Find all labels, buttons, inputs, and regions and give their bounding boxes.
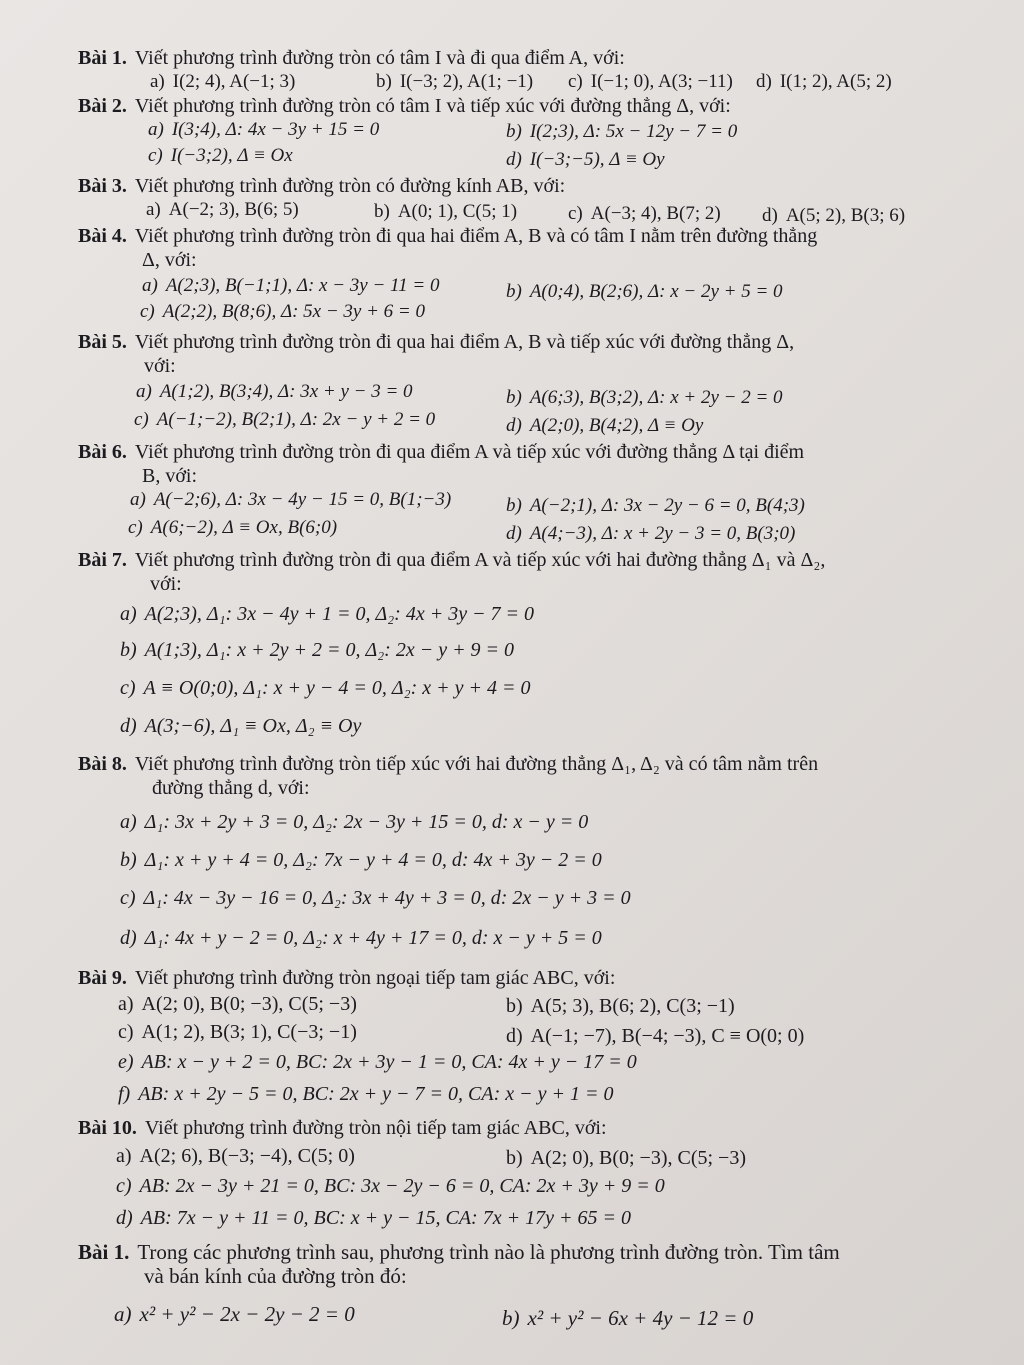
problem-statement: Viết phương trình đường tròn nội tiếp tam giác ABC, với: bbox=[144, 1117, 607, 1139]
item: c) I(−1; 0), A(3; −11) bbox=[568, 71, 733, 92]
item: b) A(5; 3), B(6; 2), C(3; −1) bbox=[506, 995, 735, 1017]
item: b) A(−2;1), Δ: 3x − 2y − 6 = 0, B(4;3) bbox=[506, 495, 805, 516]
item: d) A(2;0), B(4;2), Δ ≡ Oy bbox=[506, 415, 704, 436]
problem-number: Bài 4. bbox=[78, 225, 127, 247]
item: a) A(−2;6), Δ: 3x − 4y − 15 = 0, B(1;−3) bbox=[130, 489, 452, 510]
problem-6 bbox=[78, 440, 968, 488]
problem-number: Bài 2. bbox=[78, 95, 127, 117]
item: c) I(−3;2), Δ ≡ Ox bbox=[148, 145, 293, 166]
problem-statement-cont: và bán kính của đường tròn đó: bbox=[144, 1264, 407, 1288]
item: a) I(2; 4), A(−1; 3) bbox=[150, 71, 296, 92]
problem-number: Bài 1. bbox=[78, 1240, 130, 1264]
item: d) Δ₁: 4x + y − 2 = 0, Δ₂: x + 4y + 17 = 0, d: x − y + 5 = 0 bbox=[120, 927, 602, 949]
item: c) A(−3; 4), B(7; 2) bbox=[568, 203, 721, 224]
problem-number: Bài 10. bbox=[78, 1117, 137, 1139]
problem-statement: Viết phương trình đường tròn ngoại tiếp tam giác ABC, với: bbox=[134, 967, 616, 989]
item: b) A(0;4), B(2;6), Δ: x − 2y + 5 = 0 bbox=[506, 281, 783, 302]
problem-number: Bài 9. bbox=[78, 967, 127, 989]
item: a) A(1;2), B(3;4), Δ: 3x + y − 3 = 0 bbox=[136, 381, 413, 402]
item: c) Δ₁: 4x − 3y − 16 = 0, Δ₂: 3x + 4y + 3 = 0, d: 2x − y + 3 = 0 bbox=[120, 887, 631, 909]
item: a) A(2; 6), B(−3; −4), C(5; 0) bbox=[116, 1145, 355, 1167]
item: a) I(3;4), Δ: 4x − 3y + 15 = 0 bbox=[148, 119, 380, 140]
item: c) A(−1;−2), B(2;1), Δ: 2x − y + 2 = 0 bbox=[134, 409, 436, 430]
problem-number: Bài 7. bbox=[78, 549, 127, 571]
problem-statement-cont: với: bbox=[150, 573, 182, 595]
problem-statement: Viết phương trình đường tròn có tâm I và đi qua điểm A, với: bbox=[134, 47, 625, 69]
item: b) Δ₁: x + y + 4 = 0, Δ₂: 7x − y + 4 = 0, d: 4x + 3y − 2 = 0 bbox=[120, 849, 602, 871]
item: a) Δ₁: 3x + 2y + 3 = 0, Δ₂: 2x − 3y + 15 = 0, d: x − y = 0 bbox=[120, 811, 589, 833]
problem-number: Bài 5. bbox=[78, 331, 127, 353]
item: a) A(2;3), Δ₁: 3x − 4y + 1 = 0, Δ₂: 4x + 3y − 7 = 0 bbox=[120, 603, 535, 625]
problem-1b bbox=[78, 1240, 968, 1288]
item: a) x² + y² − 2x − 2y − 2 = 0 bbox=[114, 1302, 355, 1326]
item: c) A(2;2), B(8;6), Δ: 5x − 3y + 6 = 0 bbox=[140, 301, 425, 322]
problem-number: Bài 3. bbox=[78, 175, 127, 197]
problem-statement: Viết phương trình đường tròn đi qua điểm A và tiếp xúc với hai đường thẳng Δ₁ và Δ₂, bbox=[134, 549, 826, 571]
item: d) AB: 7x − y + 11 = 0, BC: x + y − 15, CA: 7x + 17y + 65 = 0 bbox=[116, 1207, 631, 1229]
item: b) A(6;3), B(3;2), Δ: x + 2y − 2 = 0 bbox=[506, 387, 783, 408]
item: d) A(3;−6), Δ₁ ≡ Ox, Δ₂ ≡ Oy bbox=[120, 715, 362, 737]
problem-statement: Viết phương trình đường tròn có tâm I và tiếp xúc với đường thẳng Δ, với: bbox=[134, 95, 731, 117]
item: d) I(−3;−5), Δ ≡ Oy bbox=[506, 149, 665, 170]
problem-statement-cont: B, với: bbox=[142, 465, 198, 487]
problem-number: Bài 8. bbox=[78, 753, 127, 775]
problem-statement-cont: Δ, với: bbox=[142, 249, 197, 271]
item: b) A(1;3), Δ₁: x + 2y + 2 = 0, Δ₂: 2x − y + 9 = 0 bbox=[120, 639, 515, 661]
problem-9 bbox=[78, 966, 968, 990]
problem-statement: Viết phương trình đường tròn đi qua hai điểm A, B và tiếp xúc với đường thẳng Δ, bbox=[134, 331, 795, 353]
problem-number: Bài 6. bbox=[78, 441, 127, 463]
problem-5 bbox=[78, 330, 968, 378]
problem-7 bbox=[78, 548, 968, 596]
item: d) A(5; 2), B(3; 6) bbox=[762, 205, 906, 226]
item: d) I(1; 2), A(5; 2) bbox=[756, 71, 892, 92]
problem-statement-cont: với: bbox=[144, 355, 176, 377]
item: a) A(−2; 3), B(6; 5) bbox=[146, 199, 299, 220]
item: d) A(−1; −7), B(−4; −3), C ≡ O(0; 0) bbox=[506, 1025, 805, 1047]
problem-statement: Viết phương trình đường tròn đi qua điểm A và tiếp xúc với đường thẳng Δ tại điểm bbox=[134, 441, 805, 463]
item: e) AB: x − y + 2 = 0, BC: 2x + 3y − 1 = 0, CA: 4x + y − 17 = 0 bbox=[118, 1051, 637, 1073]
problem-statement: Trong các phương trình sau, phương trình nào là phương trình đường tròn. Tìm tâm bbox=[137, 1240, 840, 1264]
problem-1 bbox=[78, 46, 968, 70]
problem-number: Bài 1. bbox=[78, 47, 127, 69]
problem-10 bbox=[78, 1116, 968, 1140]
problem-2 bbox=[78, 94, 968, 118]
item: b) x² + y² − 6x + 4y − 12 = 0 bbox=[502, 1306, 754, 1330]
item: b) I(2;3), Δ: 5x − 12y − 7 = 0 bbox=[506, 121, 738, 142]
problem-4 bbox=[78, 224, 968, 272]
item: a) A(2; 0), B(0; −3), C(5; −3) bbox=[118, 993, 357, 1015]
item: c) A(6;−2), Δ ≡ Ox, B(6;0) bbox=[128, 517, 338, 538]
item: f) AB: x + 2y − 5 = 0, BC: 2x + y − 7 = 0, CA: x − y + 1 = 0 bbox=[118, 1083, 614, 1105]
item: c) A ≡ O(0;0), Δ₁: x + y − 4 = 0, Δ₂: x + y + 4 = 0 bbox=[120, 677, 531, 699]
item: b) I(−3; 2), A(1; −1) bbox=[376, 71, 534, 92]
problem-statement-cont: đường thẳng d, với: bbox=[152, 777, 310, 799]
item: d) A(4;−3), Δ: x + 2y − 3 = 0, B(3;0) bbox=[506, 523, 796, 544]
item: b) A(0; 1), C(5; 1) bbox=[374, 201, 518, 222]
problem-statement: Viết phương trình đường tròn đi qua hai điểm A, B và có tâm I nằm trên đường thẳng bbox=[134, 225, 818, 247]
problem-statement: Viết phương trình đường tròn có đường kính AB, với: bbox=[134, 175, 566, 197]
problem-8 bbox=[78, 752, 968, 800]
item: a) A(2;3), B(−1;1), Δ: x − 3y − 11 = 0 bbox=[142, 275, 440, 296]
item: c) AB: 2x − 3y + 21 = 0, BC: 3x − 2y − 6 = 0, CA: 2x + 3y + 9 = 0 bbox=[116, 1175, 665, 1197]
problem-title bbox=[78, 46, 968, 70]
problem-statement: Viết phương trình đường tròn tiếp xúc với hai đường thẳng Δ₁, Δ₂ và có tâm nằm trên bbox=[134, 753, 819, 775]
problem-3 bbox=[78, 174, 968, 198]
item: c) A(1; 2), B(3; 1), C(−3; −1) bbox=[118, 1021, 357, 1043]
item: b) A(2; 0), B(0; −3), C(5; −3) bbox=[506, 1147, 746, 1169]
